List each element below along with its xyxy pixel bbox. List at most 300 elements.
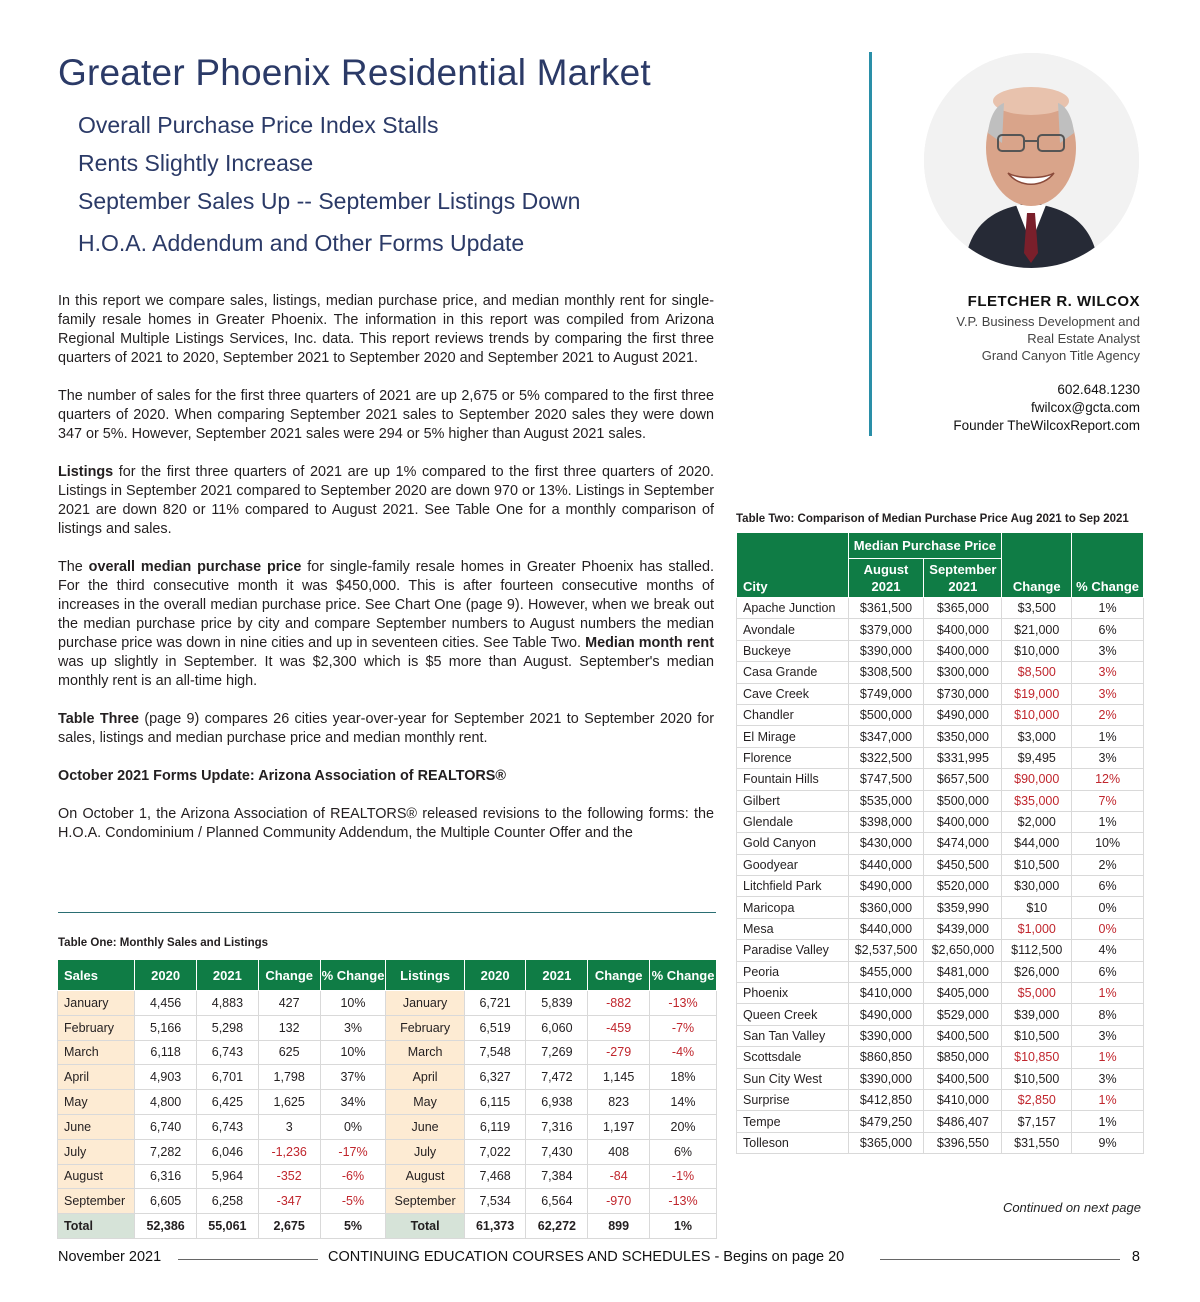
table-two-cell: $10,500 bbox=[1002, 1068, 1072, 1089]
table-two-cell: $474,000 bbox=[924, 833, 1002, 854]
table-two-row bbox=[737, 811, 1144, 832]
table-one-cell: 6,118 bbox=[135, 1040, 197, 1065]
table-two-cell: $31,550 bbox=[1002, 1132, 1072, 1153]
table-one-header: % Change bbox=[320, 960, 386, 991]
table-two-cell: $486,407 bbox=[924, 1111, 1002, 1132]
table-two-cell: 6% bbox=[1072, 876, 1144, 897]
table-two-cell: San Tan Valley bbox=[737, 1025, 849, 1046]
page-footer bbox=[58, 1249, 1140, 1269]
table-one-header: Change bbox=[588, 960, 650, 991]
table-one-header: Listings bbox=[386, 960, 464, 991]
table-one-cell: 132 bbox=[258, 1015, 320, 1040]
table-one-cell: 3 bbox=[258, 1114, 320, 1139]
table-one-cell: April bbox=[58, 1065, 135, 1090]
article-body bbox=[58, 292, 714, 862]
table-one-cell: January bbox=[386, 991, 464, 1016]
table-two-row bbox=[737, 619, 1144, 640]
bold-term: Table Three bbox=[58, 711, 140, 727]
table-two-row bbox=[737, 747, 1144, 768]
author-name: FLETCHER R. WILCOX bbox=[967, 293, 1140, 310]
table-one-cell: 7,548 bbox=[464, 1040, 526, 1065]
table-two-cell: 8% bbox=[1072, 1004, 1144, 1025]
table-one-cell: June bbox=[58, 1114, 135, 1139]
page-number: 8 bbox=[1131, 1249, 1140, 1265]
table-one-cell: -1,236 bbox=[258, 1139, 320, 1164]
table-one-cell: 6,564 bbox=[526, 1189, 588, 1214]
table-two-row bbox=[737, 983, 1144, 1004]
table-one-cell: July bbox=[58, 1139, 135, 1164]
table-one-cell: 52,386 bbox=[135, 1214, 197, 1239]
table-two-cell: 3% bbox=[1072, 747, 1144, 768]
table-one-cell: -1% bbox=[650, 1164, 717, 1189]
table-one-cell: 1,197 bbox=[588, 1114, 650, 1139]
table-one-row bbox=[58, 1090, 717, 1115]
table-two-cell: $365,000 bbox=[848, 1132, 924, 1153]
table-one-cell: 6,743 bbox=[197, 1114, 259, 1139]
table-two-cell: Avondale bbox=[737, 619, 849, 640]
table-two-cell: $350,000 bbox=[924, 726, 1002, 747]
table-two-cell: 6% bbox=[1072, 619, 1144, 640]
paragraph: Listings for the first three quarters of 2021 are up 1% compared to the first three quarters of 2020. Listings in September 2021 compared to September 2020 are down 970 or 13%. Listings in September 2021 are down 820 or 11% compared to August 2021. See Table One for a monthly comparison of listings and sales. bbox=[58, 464, 714, 537]
table-one-cell: March bbox=[386, 1040, 464, 1065]
table-two-cell: $440,000 bbox=[848, 854, 924, 875]
table-two-cell: $30,000 bbox=[1002, 876, 1072, 897]
table-two-cell: $390,000 bbox=[848, 1025, 924, 1046]
table-one-cell: 6,425 bbox=[197, 1090, 259, 1115]
table-two-cell: Apache Junction bbox=[737, 598, 849, 619]
table-one-cell: 427 bbox=[258, 991, 320, 1016]
author-role: V.P. Business Development and bbox=[956, 314, 1140, 329]
table-two bbox=[736, 532, 1144, 1154]
author-website[interactable]: Founder TheWilcoxReport.com bbox=[953, 418, 1140, 433]
table-one-cell: 6,046 bbox=[197, 1139, 259, 1164]
table-one-cell: 62,272 bbox=[526, 1214, 588, 1239]
table-two-cell: $21,000 bbox=[1002, 619, 1072, 640]
paragraph: On October 1, the Arizona Association of REALTORS® released revisions to the following forms: the H.O.A. Condominium / Planned Community Addendum, the Multiple Counter Offer and the bbox=[58, 806, 714, 841]
table-two-row bbox=[737, 790, 1144, 811]
table-one-cell: Total bbox=[386, 1214, 464, 1239]
table-two-cell: Maricopa bbox=[737, 897, 849, 918]
table-two-cell: $440,000 bbox=[848, 918, 924, 939]
table-one-cell: 408 bbox=[588, 1139, 650, 1164]
table-one-cell: 55,061 bbox=[197, 1214, 259, 1239]
table-one-cell: -13% bbox=[650, 991, 717, 1016]
subtitle: Rents Slightly Increase bbox=[78, 150, 314, 176]
table-two-cell: $44,000 bbox=[1002, 833, 1072, 854]
table-two-cell: $490,000 bbox=[848, 876, 924, 897]
subtitle: H.O.A. Addendum and Other Forms Update bbox=[78, 230, 525, 256]
table-two-cell: 1% bbox=[1072, 726, 1144, 747]
table-one-cell: 6,743 bbox=[197, 1040, 259, 1065]
table-one-cell: 5,964 bbox=[197, 1164, 259, 1189]
table-two-row bbox=[737, 769, 1144, 790]
table-one-row bbox=[58, 1189, 717, 1214]
table-one-row bbox=[58, 991, 717, 1016]
table-two-cell: $322,500 bbox=[848, 747, 924, 768]
table-two-cell: $10,500 bbox=[1002, 1025, 1072, 1046]
table-two-cell: $1,000 bbox=[1002, 918, 1072, 939]
table-one-cell: April bbox=[386, 1065, 464, 1090]
table-two-cell: $481,000 bbox=[924, 961, 1002, 982]
table-two-cell: Mesa bbox=[737, 918, 849, 939]
table-two-cell: $730,000 bbox=[924, 683, 1002, 704]
table-one-header: Change bbox=[258, 960, 320, 991]
table-two-cell: $450,500 bbox=[924, 854, 1002, 875]
table-two-cell: 6% bbox=[1072, 961, 1144, 982]
table-one-cell: 0% bbox=[320, 1114, 386, 1139]
col-header-pct: % Change bbox=[1072, 533, 1144, 598]
table-two-cell: $5,000 bbox=[1002, 983, 1072, 1004]
table-one-cell: 4,456 bbox=[135, 991, 197, 1016]
table-two-cell: $10,000 bbox=[1002, 704, 1072, 725]
table-two-cell: $390,000 bbox=[848, 640, 924, 661]
table-two-cell: $9,495 bbox=[1002, 747, 1072, 768]
table-two-cell: $410,000 bbox=[924, 1089, 1002, 1110]
table-two-cell: $850,000 bbox=[924, 1047, 1002, 1068]
table-one-cell: 6,938 bbox=[526, 1090, 588, 1115]
table-one-cell: June bbox=[386, 1114, 464, 1139]
table-one-cell: 6,115 bbox=[464, 1090, 526, 1115]
table-one-row bbox=[58, 1065, 717, 1090]
table-two-cell: $455,000 bbox=[848, 961, 924, 982]
table-two-cell: Chandler bbox=[737, 704, 849, 725]
table-one-cell: 6% bbox=[650, 1139, 717, 1164]
table-two-row bbox=[737, 662, 1144, 683]
footer-date: November 2021 bbox=[58, 1249, 162, 1265]
table-one-cell: 18% bbox=[650, 1065, 717, 1090]
table-two-cell: 0% bbox=[1072, 897, 1144, 918]
table-one-cell: 14% bbox=[650, 1090, 717, 1115]
bold-term: Listings bbox=[58, 464, 114, 480]
table-two-cell: $400,500 bbox=[924, 1068, 1002, 1089]
table-two-row bbox=[737, 704, 1144, 725]
table-two-cell: $361,500 bbox=[848, 598, 924, 619]
table-two-row bbox=[737, 1047, 1144, 1068]
table-two-cell: $520,000 bbox=[924, 876, 1002, 897]
table-two-cell: $400,000 bbox=[924, 811, 1002, 832]
table-one bbox=[57, 959, 717, 1239]
table-two-cell: Tempe bbox=[737, 1111, 849, 1132]
table-two-row bbox=[737, 918, 1144, 939]
table-one-cell: 6,721 bbox=[464, 991, 526, 1016]
table-one-cell: -4% bbox=[650, 1040, 717, 1065]
table-two-cell: 7% bbox=[1072, 790, 1144, 811]
table-two-cell: $3,500 bbox=[1002, 598, 1072, 619]
table-two-cell: $412,850 bbox=[848, 1089, 924, 1110]
table-two-cell: Gold Canyon bbox=[737, 833, 849, 854]
table-two-cell: $360,000 bbox=[848, 897, 924, 918]
table-two-cell: $10,000 bbox=[1002, 640, 1072, 661]
table-one-cell: 3% bbox=[320, 1015, 386, 1040]
table-two-cell: 4% bbox=[1072, 940, 1144, 961]
table-two-cell: Fountain Hills bbox=[737, 769, 849, 790]
table-two-cell: $359,990 bbox=[924, 897, 1002, 918]
page-title: Greater Phoenix Residential Market bbox=[58, 52, 651, 93]
table-one-cell: 6,119 bbox=[464, 1114, 526, 1139]
table-two-cell: $490,000 bbox=[924, 704, 1002, 725]
table-two-cell: $430,000 bbox=[848, 833, 924, 854]
table-one-cell: -279 bbox=[588, 1040, 650, 1065]
table-one-cell: -17% bbox=[320, 1139, 386, 1164]
table-two-cell: $90,000 bbox=[1002, 769, 1072, 790]
table-one-caption: Table One: Monthly Sales and Listings bbox=[58, 937, 269, 949]
table-one-header: 2020 bbox=[135, 960, 197, 991]
table-two-cell: 3% bbox=[1072, 640, 1144, 661]
table-one-cell: 5,298 bbox=[197, 1015, 259, 1040]
table-two-cell: $400,500 bbox=[924, 1025, 1002, 1046]
subtitle: Overall Purchase Price Index Stalls bbox=[78, 112, 439, 138]
table-two-row bbox=[737, 961, 1144, 982]
table-two-cell: $365,000 bbox=[924, 598, 1002, 619]
table-one-cell: 7,430 bbox=[526, 1139, 588, 1164]
table-one-cell: -7% bbox=[650, 1015, 717, 1040]
table-one-cell: July bbox=[386, 1139, 464, 1164]
table-two-cell: Gilbert bbox=[737, 790, 849, 811]
table-two-cell: $410,000 bbox=[848, 983, 924, 1004]
table-two-cell: $300,000 bbox=[924, 662, 1002, 683]
table-two-cell: $535,000 bbox=[848, 790, 924, 811]
table-two-cell: 2% bbox=[1072, 854, 1144, 875]
table-one-cell: 6,258 bbox=[197, 1189, 259, 1214]
table-two-cell: 1% bbox=[1072, 1089, 1144, 1110]
table-one-cell: -970 bbox=[588, 1189, 650, 1214]
table-one-cell: 7,269 bbox=[526, 1040, 588, 1065]
table-two-row bbox=[737, 1004, 1144, 1025]
table-two-cell: 9% bbox=[1072, 1132, 1144, 1153]
table-one-cell: 6,701 bbox=[197, 1065, 259, 1090]
table-two-cell: $347,000 bbox=[848, 726, 924, 747]
table-one-cell: 1,798 bbox=[258, 1065, 320, 1090]
table-one-cell: August bbox=[58, 1164, 135, 1189]
table-two-cell: 0% bbox=[1072, 918, 1144, 939]
table-two-cell: $860,850 bbox=[848, 1047, 924, 1068]
table-two-cell: $2,650,000 bbox=[924, 940, 1002, 961]
table-one-cell: 625 bbox=[258, 1040, 320, 1065]
table-two-row bbox=[737, 640, 1144, 661]
table-two-row bbox=[737, 1111, 1144, 1132]
table-two-cell: $390,000 bbox=[848, 1068, 924, 1089]
table-two-cell: $529,000 bbox=[924, 1004, 1002, 1025]
table-two-cell: 12% bbox=[1072, 769, 1144, 790]
table-one-cell: 1,145 bbox=[588, 1065, 650, 1090]
author-role: Real Estate Analyst bbox=[1027, 331, 1140, 346]
table-two-cell: $400,000 bbox=[924, 640, 1002, 661]
table-two-cell: Goodyear bbox=[737, 854, 849, 875]
footer-rule bbox=[178, 1259, 318, 1260]
table-two-cell: $500,000 bbox=[848, 704, 924, 725]
table-one-cell: 6,519 bbox=[464, 1015, 526, 1040]
table-two-cell: $10,500 bbox=[1002, 854, 1072, 875]
table-two-cell: $398,000 bbox=[848, 811, 924, 832]
table-two-cell: Scottsdale bbox=[737, 1047, 849, 1068]
table-one-cell: 2,675 bbox=[258, 1214, 320, 1239]
table-one-cell: 61,373 bbox=[464, 1214, 526, 1239]
table-two-cell: $26,000 bbox=[1002, 961, 1072, 982]
table-two-cell: $396,550 bbox=[924, 1132, 1002, 1153]
table-two-cell: $8,500 bbox=[1002, 662, 1072, 683]
col-header-august: August 2021 bbox=[848, 559, 924, 598]
table-one-cell: -882 bbox=[588, 991, 650, 1016]
table-two-row bbox=[737, 833, 1144, 854]
table-two-cell: $2,000 bbox=[1002, 811, 1072, 832]
table-two-cell: Florence bbox=[737, 747, 849, 768]
table-two-cell: 3% bbox=[1072, 683, 1144, 704]
table-one-cell: 7,534 bbox=[464, 1189, 526, 1214]
table-two-cell: $379,000 bbox=[848, 619, 924, 640]
table-one-cell: 7,384 bbox=[526, 1164, 588, 1189]
author-company: Grand Canyon Title Agency bbox=[981, 348, 1140, 363]
table-two-caption: Table Two: Comparison of Median Purchase Price Aug 2021 to Sep 2021 bbox=[736, 513, 1129, 525]
col-header-change: Change bbox=[1002, 533, 1072, 598]
table-two-cell: 2% bbox=[1072, 704, 1144, 725]
table-one-cell: 4,883 bbox=[197, 991, 259, 1016]
table-one-cell: -459 bbox=[588, 1015, 650, 1040]
table-two-cell: Cave Creek bbox=[737, 683, 849, 704]
table-one-cell: 899 bbox=[588, 1214, 650, 1239]
table-one-cell: 5% bbox=[320, 1214, 386, 1239]
table-one-cell: 1,625 bbox=[258, 1090, 320, 1115]
table-one-cell: March bbox=[58, 1040, 135, 1065]
table-two-cell: $479,250 bbox=[848, 1111, 924, 1132]
table-two-cell: $3,000 bbox=[1002, 726, 1072, 747]
table-two-cell: $400,000 bbox=[924, 619, 1002, 640]
table-one-cell: 823 bbox=[588, 1090, 650, 1115]
table-one-cell: 6,060 bbox=[526, 1015, 588, 1040]
table-two-cell: $39,000 bbox=[1002, 1004, 1072, 1025]
table-one-row bbox=[58, 1164, 717, 1189]
table-two-cell: $439,000 bbox=[924, 918, 1002, 939]
table-one-header: 2021 bbox=[526, 960, 588, 991]
table-one-cell: 34% bbox=[320, 1090, 386, 1115]
table-two-row bbox=[737, 897, 1144, 918]
table-two-cell: $405,000 bbox=[924, 983, 1002, 1004]
table-one-cell: 20% bbox=[650, 1114, 717, 1139]
table-two-cell: $308,500 bbox=[848, 662, 924, 683]
table-one-cell: January bbox=[58, 991, 135, 1016]
continued-note: Continued on next page bbox=[1002, 1200, 1141, 1215]
table-two-cell: $490,000 bbox=[848, 1004, 924, 1025]
table-one-header: 2021 bbox=[197, 960, 259, 991]
table-one-cell: -6% bbox=[320, 1164, 386, 1189]
table-two-row bbox=[737, 940, 1144, 961]
table-two-cell: 1% bbox=[1072, 811, 1144, 832]
paragraph: The overall median purchase price for single-family resale homes in Greater Phoenix has stalled. For the third consecutive month it was $450,000. This is after fourteen consecutive months of increases in the overall median purchase price. See Chart One (page 9). However, when we break out the median purchase price by city and compare September numbers to August numbers the median purchase price was down in nine cities and up in seventeen cities. See Table Two. Median month rent was up slightly in September. It was $2,300 which is $5 more than August. September's median monthly rent is an all-time high. bbox=[58, 559, 714, 689]
table-one-total-row bbox=[58, 1214, 717, 1239]
author-info bbox=[953, 293, 1140, 435]
section-heading: October 2021 Forms Update: Arizona Association of REALTORS® bbox=[58, 768, 506, 784]
table-two-cell: $331,995 bbox=[924, 747, 1002, 768]
table-one-cell: 4,800 bbox=[135, 1090, 197, 1115]
table-two-cell: Paradise Valley bbox=[737, 940, 849, 961]
table-one-row bbox=[58, 1040, 717, 1065]
horizontal-divider bbox=[58, 912, 716, 913]
table-two-cell: $749,000 bbox=[848, 683, 924, 704]
paragraph: In this report we compare sales, listings, median purchase price, and median monthly rent for single-family resale homes in Greater Phoenix. The information in this report was compiled from Arizona Regional Multiple Listings Services, Inc. data. This report reviews trends by comparing the first three quarters of 2021 to 2020, September 2021 to September 2020 and September 2021 to August 2021. bbox=[58, 293, 714, 366]
author-phone: 602.648.1230 bbox=[1057, 382, 1140, 397]
table-two-cell: Buckeye bbox=[737, 640, 849, 661]
bold-term: overall median purchase price bbox=[88, 559, 302, 575]
table-two-cell: $19,000 bbox=[1002, 683, 1072, 704]
table-two-cell: $500,000 bbox=[924, 790, 1002, 811]
vertical-divider bbox=[869, 52, 872, 436]
bold-term: Median month rent bbox=[585, 635, 714, 651]
table-two-cell: El Mirage bbox=[737, 726, 849, 747]
table-one-cell: -13% bbox=[650, 1189, 717, 1214]
table-two-cell: $10,850 bbox=[1002, 1047, 1072, 1068]
table-one-cell: 10% bbox=[320, 991, 386, 1016]
table-one-cell: September bbox=[58, 1189, 135, 1214]
table-one-cell: 7,468 bbox=[464, 1164, 526, 1189]
table-one-cell: February bbox=[58, 1015, 135, 1040]
table-one-cell: 6,605 bbox=[135, 1189, 197, 1214]
col-header-group: Median Purchase Price bbox=[848, 533, 1002, 559]
table-one-cell: -84 bbox=[588, 1164, 650, 1189]
table-two-cell: $112,500 bbox=[1002, 940, 1072, 961]
table-two-cell: Surprise bbox=[737, 1089, 849, 1110]
table-one-header: % Change bbox=[650, 960, 717, 991]
table-one-cell: 7,472 bbox=[526, 1065, 588, 1090]
table-one-cell: 7,282 bbox=[135, 1139, 197, 1164]
table-two-row bbox=[737, 1089, 1144, 1110]
table-two-cell: Glendale bbox=[737, 811, 849, 832]
table-one-cell: 6,316 bbox=[135, 1164, 197, 1189]
table-one-cell: -347 bbox=[258, 1189, 320, 1214]
table-one-cell: -352 bbox=[258, 1164, 320, 1189]
table-one-cell: 4,903 bbox=[135, 1065, 197, 1090]
table-two-row bbox=[737, 1025, 1144, 1046]
table-two-cell: $2,537,500 bbox=[848, 940, 924, 961]
table-two-cell: 3% bbox=[1072, 1068, 1144, 1089]
table-one-cell: 5,839 bbox=[526, 991, 588, 1016]
table-one-cell: 37% bbox=[320, 1065, 386, 1090]
table-two-cell: 3% bbox=[1072, 1025, 1144, 1046]
table-one-cell: -5% bbox=[320, 1189, 386, 1214]
table-one-row bbox=[58, 1015, 717, 1040]
table-one-cell: 6,327 bbox=[464, 1065, 526, 1090]
table-one-row bbox=[58, 1114, 717, 1139]
table-one-cell: 7,316 bbox=[526, 1114, 588, 1139]
table-two-cell: 1% bbox=[1072, 1047, 1144, 1068]
table-two-row bbox=[737, 876, 1144, 897]
table-one-cell: 7,022 bbox=[464, 1139, 526, 1164]
table-one-header: Sales bbox=[58, 960, 135, 991]
table-two-cell: $2,850 bbox=[1002, 1089, 1072, 1110]
table-two-cell: $10 bbox=[1002, 897, 1072, 918]
table-two-row bbox=[737, 726, 1144, 747]
paragraph: The number of sales for the first three quarters of 2021 are up 2,675 or 5% compared to the first three quarters of 2020. When comparing September 2021 sales to September 2020 sales they were down 347 or 5%. However, September 2021 sales were 294 or 5% higher than August 2021 sales. bbox=[58, 388, 714, 442]
table-one-cell: 10% bbox=[320, 1040, 386, 1065]
paragraph: Table Three (page 9) compares 26 cities year-over-year for September 2021 to September 2020 for sales, listings and median purchase price and median monthly rent. bbox=[58, 711, 714, 746]
table-one-cell: 1% bbox=[650, 1214, 717, 1239]
footer-rule bbox=[880, 1259, 1120, 1260]
table-two-cell: 1% bbox=[1072, 598, 1144, 619]
table-two-row bbox=[737, 854, 1144, 875]
table-two-cell: 10% bbox=[1072, 833, 1144, 854]
table-one-cell: May bbox=[58, 1090, 135, 1115]
table-two-cell: $747,500 bbox=[848, 769, 924, 790]
table-one-cell: Total bbox=[58, 1214, 135, 1239]
table-two-cell: Casa Grande bbox=[737, 662, 849, 683]
table-one-cell: August bbox=[386, 1164, 464, 1189]
author-photo bbox=[924, 53, 1139, 268]
author-email[interactable]: fwilcox@gcta.com bbox=[1031, 400, 1140, 415]
table-two-row bbox=[737, 683, 1144, 704]
table-two-cell: 1% bbox=[1072, 1111, 1144, 1132]
col-header-city: City bbox=[737, 533, 849, 598]
table-two-cell: 3% bbox=[1072, 662, 1144, 683]
table-one-cell: May bbox=[386, 1090, 464, 1115]
table-two-cell: Phoenix bbox=[737, 983, 849, 1004]
